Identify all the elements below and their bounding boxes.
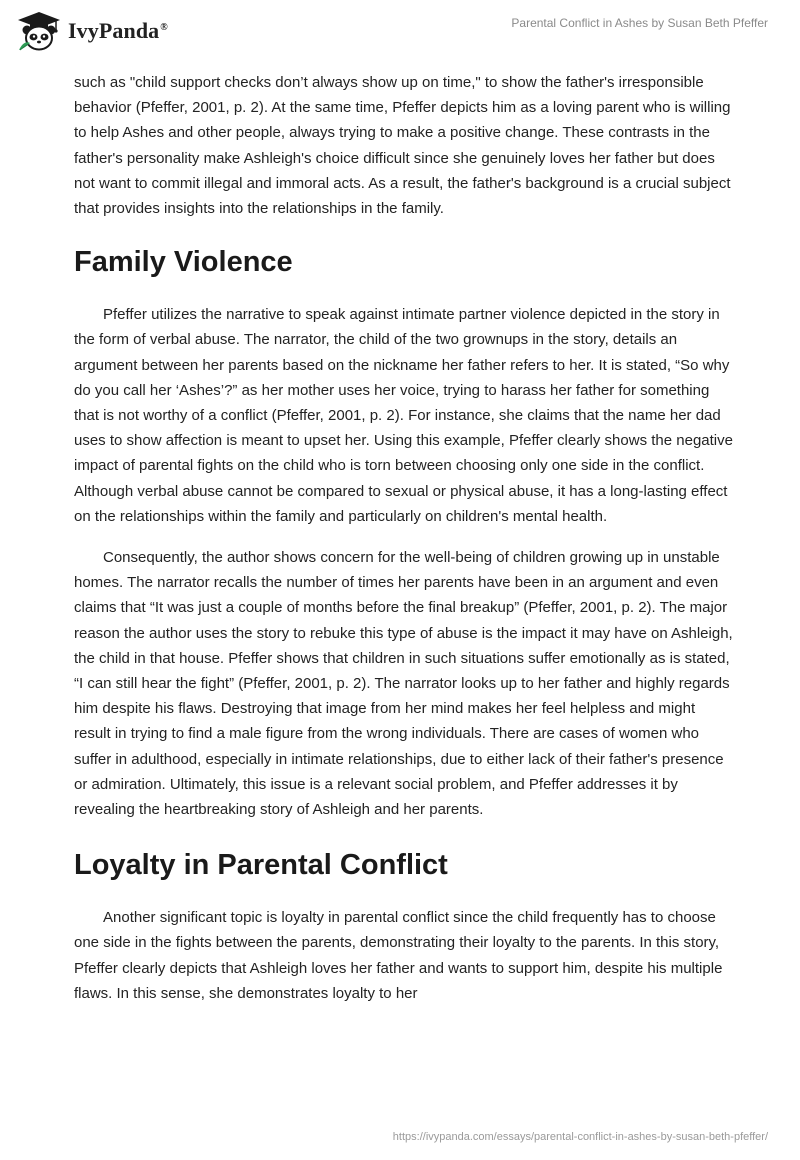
- section-heading-loyalty: Loyalty in Parental Conflict: [74, 849, 448, 882]
- essay-content: [74, 70, 734, 1006]
- brand-text: IvyPanda: [68, 18, 160, 43]
- section-heading-family-violence: Family Violence: [74, 246, 293, 279]
- page-header: [0, 0, 800, 62]
- loyalty-paragraph-1: Another significant topic is loyalty in parental conflict since the child frequently has to choose one side in the fights between the parents, demonstrating their loyalty to the parents. In this story, Pfeffer clearly depicts that Ashleigh loves her father and wants to support him, despite his multiple flaws. In this sense, she demonstrates loyalty to her: [74, 909, 723, 1002]
- brand-name: [68, 18, 168, 44]
- intro-paragraph: such as "child support checks don’t always show up on time," to show the father's irresponsible behavior (Pfeffer, 2001, p. 2). At the same time, Pfeffer depicts him as a loving parent who is willing to help Ashes and other people, always trying to make a positive change. These contrasts in the father's personality make Ashleigh's choice difficult since she genuinely loves her father but does not want to commit illegal and immoral acts. As a result, the father's background is a crucial subject that provides insights into the relationships in the family.: [74, 74, 731, 218]
- ivypanda-logo[interactable]: [16, 10, 168, 52]
- panda-graduation-cap-icon: [16, 10, 62, 52]
- document-title: Parental Conflict in Ashes by Susan Beth Pfeffer: [511, 16, 768, 30]
- source-url[interactable]: https://ivypanda.com/essays/parental-conflict-in-ashes-by-susan-beth-pfeffer/: [392, 1131, 768, 1143]
- family-violence-paragraph-1: Pfeffer utilizes the narrative to speak against intimate partner violence depicted in the story in the form of verbal abuse. The narrator, the child of the two grownups in the story, details an argument between her parents based on the nickname her father refers to her. It is stated, “So why do you call her ‘Ashes’?” as her mother uses her voice, trying to harass her father for something that is not worthy of a conflict (Pfeffer, 2001, p. 2). For instance, she claims that the name her dad uses to show affection is meant to upset her. Using this example, Pfeffer clearly shows the negative impact of parental fights on the child who is torn between choosing only one side in the conflict. Although verbal abuse cannot be compared to sexual or physical abuse, it has a long-lasting effect on the relationships within the family and particularly on children's mental health.: [74, 306, 733, 525]
- registered-mark: ®: [160, 21, 168, 33]
- family-violence-paragraph-2: Consequently, the author shows concern for the well-being of children growing up in unstable homes. The narrator recalls the number of times her parents have been in an argument and even claims that “It was just a couple of months before the final breakup” (Pfeffer, 2001, p. 2). The major reason the author uses the story to rebuke this type of abuse is the impact it may have on Ashleigh, the child in that house. Pfeffer shows that children in such situations suffer emotionally as is stated, “I can still hear the fight” (Pfeffer, 2001, p. 2). The narrator looks up to her father and highly regards him despite his flaws. Destroying that image from her mind makes her feel helpless and might result in trying to find a male figure from the wrong individuals. There are cases of women who suffer in adulthood, especially in intimate relationships, due to either lack of their father's presence or admiration. Ultimately, this issue is a relevant social problem, and Pfeffer addresses it by revealing the heartbreaking story of Ashleigh and her parents.: [74, 549, 733, 819]
